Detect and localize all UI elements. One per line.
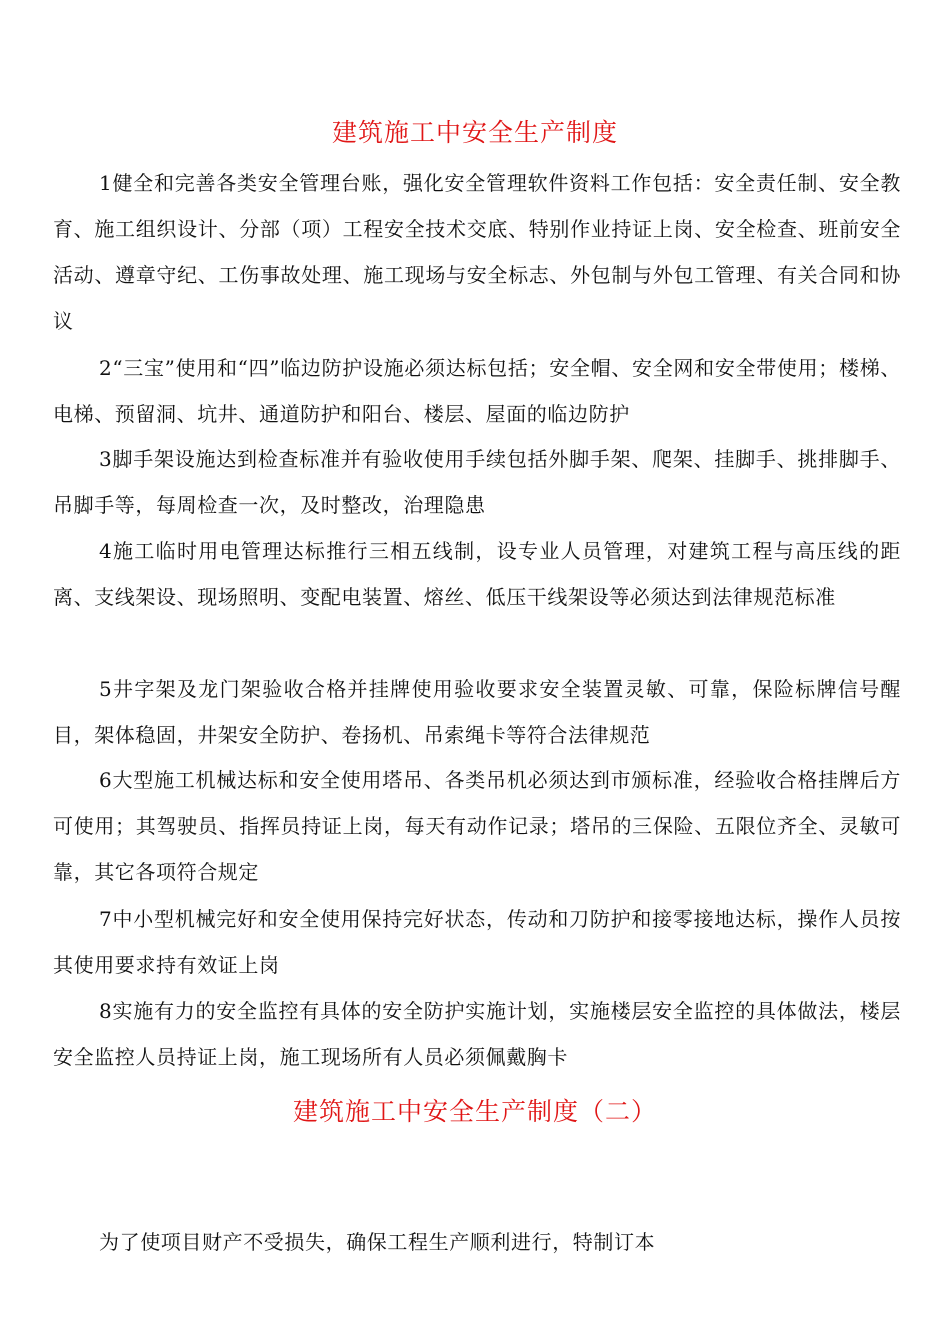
paragraph-2: 2“三宝”使用和“四”临边防护设施必须达标包括；安全帽、安全网和安全带使用；楼梯、电梯、预留洞、坑井、通道防护和阳台、楼层、屋面的临边防护	[53, 356, 901, 426]
paragraph-6: 6大型施工机械达标和安全使用塔吊、各类吊机必须达到市颁标准，经验收合格挂牌后方可使用；其驾驶员、指挥员持证上岗，每天有动作记录；塔吊的三保险、五限位齐全、灵敏可靠，其它各项符合规定	[53, 768, 901, 884]
paragraph-7: 7中小型机械完好和安全使用保持完好状态，传动和刀防护和接零接地达标，操作人员按其使用要求持有效证上岗	[53, 907, 901, 977]
closing-paragraph: 为了使项目财产不受损失，确保工程生产顺利进行，特制订本	[99, 1230, 656, 1254]
paragraph-1: 1健全和完善各类安全管理台账，强化安全管理软件资料工作包括：安全责任制、安全教育、施工组织设计、分部（项）工程安全技术交底、特别作业持证上岗、安全检查、班前安全活动、遵章守纪、工伤事故处理、施工现场与安全标志、外包制与外包工管理、有关合同和协议	[53, 171, 901, 333]
section-title-2: 建筑施工中安全生产制度（二）	[292, 1097, 657, 1126]
paragraph-5: 5井字架及龙门架验收合格并挂牌使用验收要求安全装置灵敏、可靠，保险标牌信号醒目，架体稳固，井架安全防护、卷扬机、吊索绳卡等符合法律规范	[53, 677, 901, 747]
document-title: 建筑施工中安全生产制度	[331, 118, 618, 147]
paragraph-3: 3脚手架设施达到检查标准并有验收使用手续包括外脚手架、爬架、挂脚手、挑排脚手、吊脚手等，每周检查一次，及时整改，治理隐患	[53, 447, 901, 517]
paragraph-4: 4施工临时用电管理达标推行三相五线制，设专业人员管理，对建筑工程与高压线的距离、支线架设、现场照明、变配电装置、熔丝、低压干线架设等必须达到法律规范标准	[53, 539, 901, 609]
paragraph-8: 8实施有力的安全监控有具体的安全防护实施计划，实施楼层安全监控的具体做法，楼层安全监控人员持证上岗，施工现场所有人员必须佩戴胸卡	[53, 999, 901, 1069]
